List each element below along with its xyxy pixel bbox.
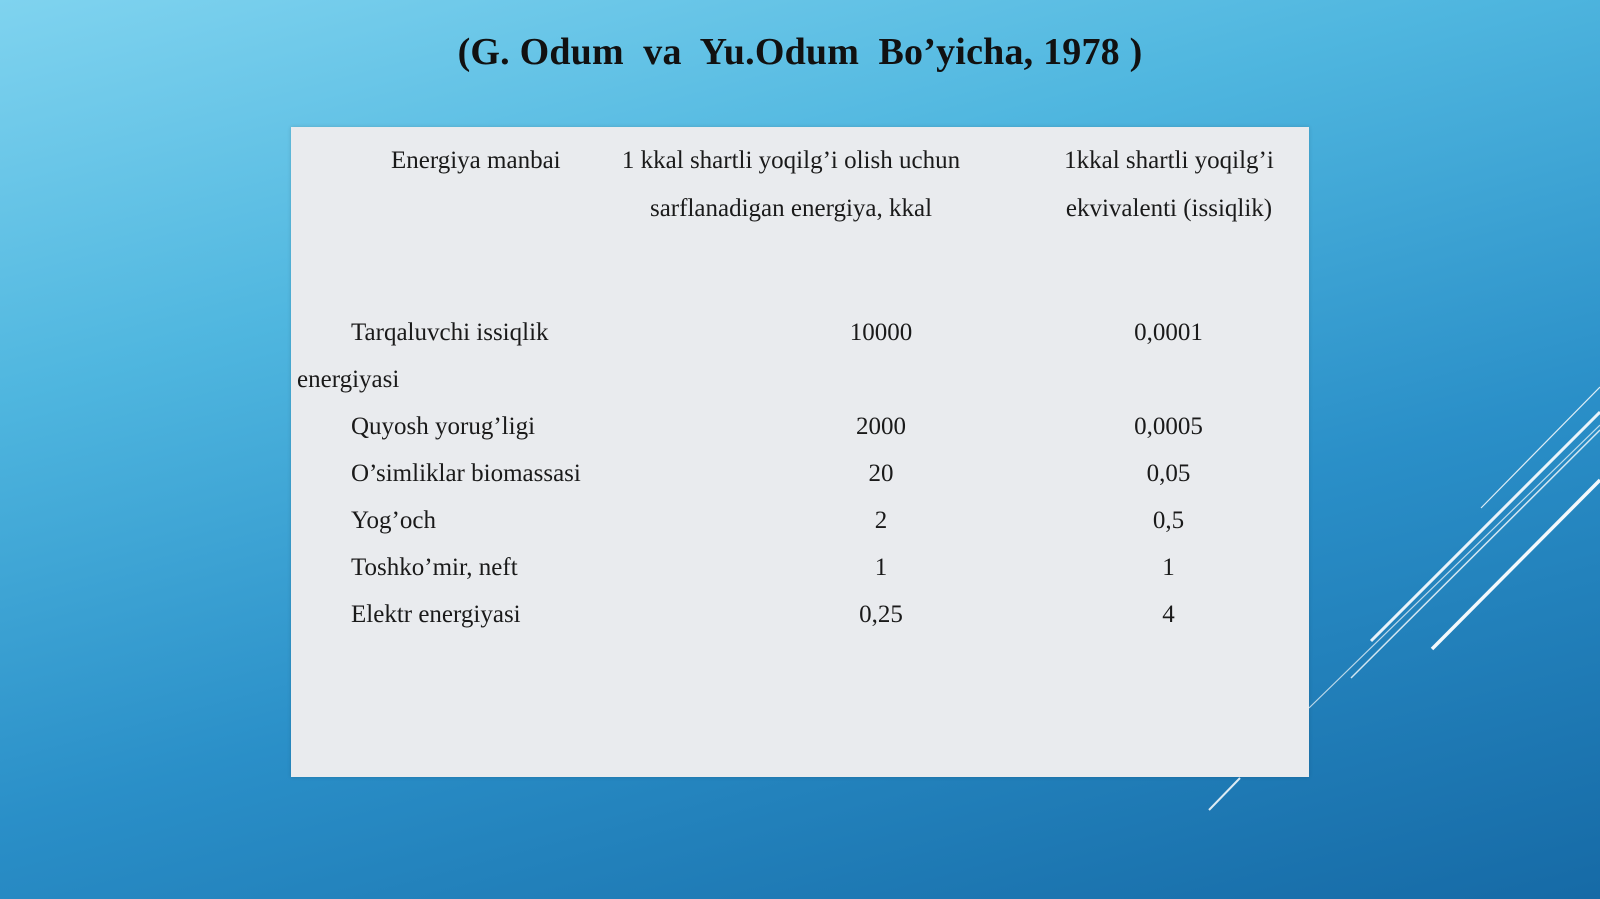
row-source: Toshko’mir, neft xyxy=(351,554,518,581)
decor-line xyxy=(1309,425,1600,708)
row-equivalent: 1 xyxy=(1162,554,1175,581)
slide-title: (G. Odum va Yu.Odum Bo’yicha, 1978 ) xyxy=(457,31,1143,73)
row-energy: 20 xyxy=(868,460,894,487)
row-source: Quyosh yorug’ligi xyxy=(351,413,536,440)
row-equivalent: 0,05 xyxy=(1146,460,1191,487)
row-source-continuation: energiyasi xyxy=(297,366,400,393)
row-source: Tarqaluvchi issiqlik xyxy=(351,319,549,346)
row-energy: 2000 xyxy=(856,413,906,440)
header-fuel-equivalent: 1kkal shartli yoqilg’i ekvivalenti (issiqlik) xyxy=(1064,147,1274,222)
row-equivalent: 4 xyxy=(1162,601,1175,628)
row-energy: 2 xyxy=(874,507,888,534)
header-energy-spent: 1 kkal shartli yoqilg’i olish uchun sarflanadigan energiya, kkal xyxy=(621,147,961,222)
row-source: Elektr energiyasi xyxy=(351,601,521,628)
row-equivalent: 0,0005 xyxy=(1134,413,1203,440)
row-energy: 10000 xyxy=(849,319,913,346)
row-equivalent: 0,0001 xyxy=(1134,319,1203,346)
row-source: Yog’och xyxy=(351,507,436,534)
decor-line xyxy=(1371,412,1600,641)
decor-line xyxy=(1351,430,1600,678)
row-energy: 1 xyxy=(874,554,888,581)
row-energy: 0,25 xyxy=(859,601,903,628)
header-energy-source: Energiya manbai xyxy=(391,147,561,174)
decor-line xyxy=(1209,778,1240,810)
row-equivalent: 0,5 xyxy=(1152,507,1185,534)
row-source: O’simliklar biomassasi xyxy=(351,460,581,487)
